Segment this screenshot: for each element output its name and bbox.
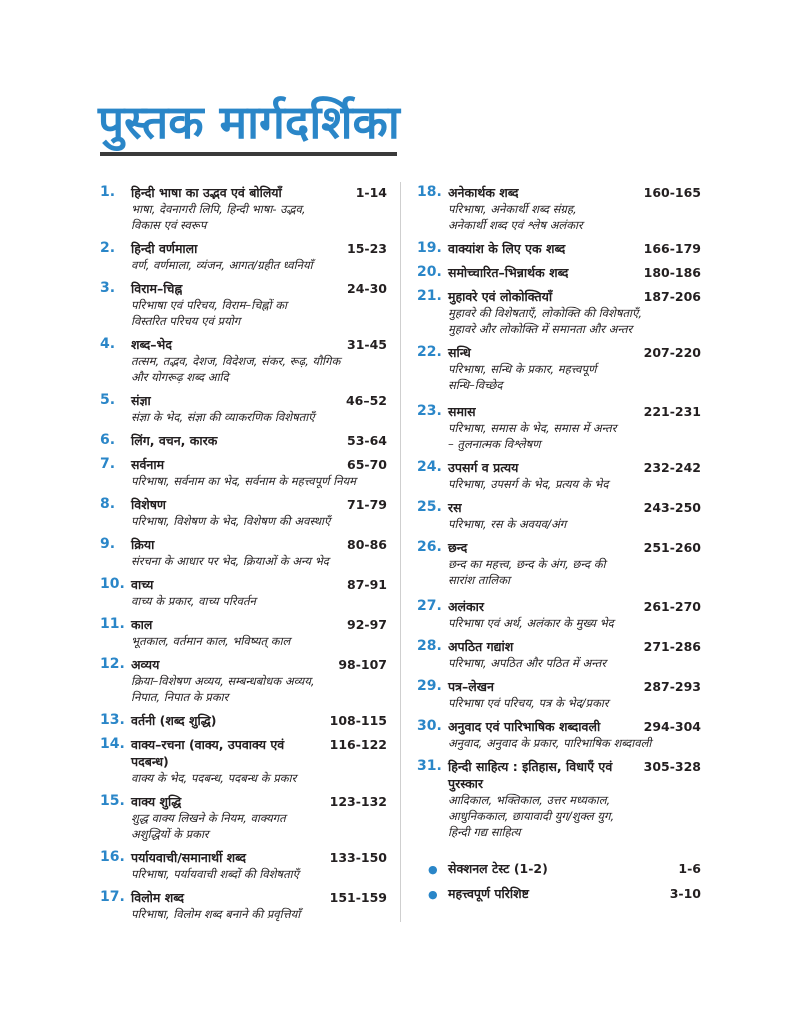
chapter-body: [131, 889, 387, 922]
toc-entry: [417, 758, 701, 840]
appendix-pages: 3-10: [669, 886, 701, 901]
chapter-heading: [448, 288, 701, 305]
appendix-label: [428, 885, 529, 902]
chapter-topics-line: और योगरूढ़ शब्द आदि: [131, 370, 229, 384]
chapter-heading: [131, 392, 387, 409]
chapter-body: [131, 456, 387, 489]
chapter-pages: 108-115: [329, 713, 387, 728]
chapter-topics-line: आधुनिककाल, छायावादी युग/शुक्ल युग,: [448, 809, 615, 823]
chapter-title: समोच्चारित–भिन्नार्थक शब्द: [448, 265, 569, 280]
chapter-heading: [131, 536, 387, 553]
chapter-number: 26.: [417, 539, 442, 555]
chapter-number: 3.: [100, 280, 116, 296]
chapter-pages: 207-220: [643, 345, 701, 360]
chapter-title: वाक्य–रचना (वाक्य, उपवाक्य एवं पदबन्ध): [131, 737, 285, 769]
chapter-number: 1.: [100, 184, 116, 200]
chapter-number: 15.: [100, 793, 125, 809]
chapter-topics-line: शुद्ध वाक्य लिखने के नियम, वाक्यगत: [131, 811, 286, 825]
chapter-topics-line: अनुवाद, अनुवाद के प्रकार, पारिभाषिक शब्दावली: [448, 736, 652, 750]
chapter-heading: [448, 678, 701, 695]
chapter-title: छन्द: [448, 540, 468, 555]
chapter-number: 17.: [100, 889, 125, 905]
chapter-heading: [448, 758, 701, 792]
chapter-title: पत्र–लेखन: [448, 679, 494, 694]
bullet-icon: ●: [428, 888, 438, 901]
chapter-body: [448, 539, 701, 588]
chapter-pages: 151-159: [329, 890, 387, 905]
appendix-list: [417, 860, 701, 902]
toc-entry: [100, 280, 387, 329]
chapter-body: [448, 718, 701, 751]
chapter-body: [448, 184, 701, 233]
chapter-title: हिन्दी भाषा का उद्भव एवं बोलियाँ: [131, 185, 282, 200]
toc-entry: [100, 184, 387, 233]
chapter-topics-line: आदिकाल, भक्तिकाल, उत्तर मध्यकाल,: [448, 793, 611, 807]
toc-entry: [417, 539, 701, 588]
chapter-topics-line: – तुलनात्मक विश्लेषण: [448, 437, 541, 451]
toc-entry: [417, 288, 701, 337]
chapter-pages: 166-179: [643, 241, 701, 256]
chapter-pages: 160-165: [643, 185, 701, 200]
chapter-pages: 294-304: [643, 719, 701, 734]
chapter-body: [448, 678, 701, 711]
appendix-label: [428, 860, 548, 877]
chapter-body: [131, 576, 387, 609]
chapter-heading: [131, 184, 387, 201]
chapter-title: क्रिया: [131, 537, 155, 552]
chapter-body: [131, 392, 387, 425]
chapter-heading: [131, 576, 387, 593]
chapter-number: 8.: [100, 496, 116, 512]
toc-entry: [417, 598, 701, 631]
chapter-title: रस: [448, 500, 462, 515]
chapter-topics-line: परिभाषा, विशेषण के भेद, विशेषण की अवस्थाएँ: [131, 514, 331, 528]
chapter-heading: [131, 456, 387, 473]
toc-entry: [417, 718, 701, 751]
chapter-topics-line: परिभाषा, उपसर्ग के भेद, प्रत्यय के भेद: [448, 477, 609, 491]
chapter-body: [131, 849, 387, 882]
chapter-number: 11.: [100, 616, 125, 632]
chapter-number: 30.: [417, 718, 442, 734]
chapter-number: 23.: [417, 403, 442, 419]
chapter-pages: 232-242: [643, 460, 701, 475]
page-title: पुस्तक मार्गदर्शिका: [98, 95, 400, 149]
toc-entry: [100, 496, 387, 529]
chapter-number: 18.: [417, 184, 442, 200]
chapter-topics-line: परिभाषा, विलोम शब्द बनाने की प्रवृत्तियाँ: [131, 907, 301, 921]
chapter-pages: 46–52: [345, 393, 387, 408]
chapter-body: [448, 638, 701, 671]
chapter-number: 5.: [100, 392, 116, 408]
chapter-topics-line: सारांश तालिका: [448, 573, 511, 587]
chapter-topics-line: परिभाषा, पर्यायवाची शब्दों की विशेषताएँ: [131, 867, 299, 881]
chapter-topics-line: परिभाषा, अपठित और पठित में अन्तर: [448, 656, 607, 670]
toc-entry: [100, 576, 387, 609]
chapter-topics-line: संरचना के आधार पर भेद, क्रियाओं के अन्य भेद: [131, 554, 329, 568]
toc-entry: [417, 240, 701, 257]
chapter-number: 9.: [100, 536, 116, 552]
chapter-number: 12.: [100, 656, 125, 672]
chapter-heading: [448, 499, 701, 516]
appendix-pages: 1-6: [678, 861, 701, 876]
chapter-title: लिंग, वचन, कारक: [131, 433, 218, 448]
chapter-heading: [448, 539, 701, 556]
chapter-title: पर्यायवाची/समानार्थी शब्द: [131, 850, 246, 865]
chapter-number: 2.: [100, 240, 116, 256]
toc-entry: [100, 889, 387, 922]
chapter-body: [448, 288, 701, 337]
chapter-title: सर्वनाम: [131, 457, 165, 472]
chapter-pages: 287-293: [643, 679, 701, 694]
toc-entry: [417, 459, 701, 492]
toc-entry: [100, 656, 387, 705]
toc-entry: [100, 712, 387, 729]
chapter-pages: 24-30: [347, 281, 387, 296]
chapter-title: अनुवाद एवं पारिभाषिक शब्दावली: [448, 719, 601, 734]
chapter-number: 6.: [100, 432, 116, 448]
chapter-heading: [131, 736, 387, 770]
chapter-pages: 80-86: [347, 537, 387, 552]
chapter-title: अपठित गद्यांश: [448, 639, 514, 654]
chapter-pages: 221-231: [643, 404, 701, 419]
chapter-title: विशेषण: [131, 497, 166, 512]
chapter-title: हिन्दी साहित्य : इतिहास, विधाएँ एवं पुरस्कार: [448, 759, 613, 791]
chapter-heading: [448, 184, 701, 201]
toc-entry: [417, 264, 701, 281]
chapter-pages: 180-186: [643, 265, 701, 280]
chapter-number: 19.: [417, 240, 442, 256]
chapter-pages: 87-91: [347, 577, 387, 592]
chapter-body: [131, 793, 387, 842]
toc-entry: [417, 638, 701, 671]
toc-entry: [100, 336, 387, 385]
chapter-body: [131, 240, 387, 273]
bullet-icon: ●: [428, 863, 438, 876]
chapter-title: अलंकार: [448, 599, 484, 614]
toc-entry: [417, 403, 701, 452]
chapter-heading: [448, 264, 701, 281]
appendix-title: महत्त्वपूर्ण परिशिष्ट: [448, 886, 529, 901]
chapter-pages: 271-286: [643, 639, 701, 654]
toc-entry: [417, 678, 701, 711]
column-divider: [400, 182, 401, 922]
chapter-pages: 261-270: [643, 599, 701, 614]
chapter-heading: [131, 336, 387, 353]
toc-entry: [417, 499, 701, 532]
chapter-topics-line: मुहावरे की विशेषताएँ, लोकोक्ति की विशेषताएँ,: [448, 306, 643, 320]
chapter-heading: [131, 849, 387, 866]
chapter-title: समास: [448, 404, 476, 419]
toc-entry: [100, 536, 387, 569]
chapter-pages: 53-64: [347, 433, 387, 448]
chapter-number: 20.: [417, 264, 442, 280]
chapter-body: [448, 344, 701, 393]
chapter-body: [448, 598, 701, 631]
chapter-heading: [448, 403, 701, 420]
chapter-number: 22.: [417, 344, 442, 360]
toc-entry: [100, 849, 387, 882]
chapter-topics-line: परिभाषा, समास के भेद, समास में अन्तर: [448, 421, 617, 435]
chapter-number: 31.: [417, 758, 442, 774]
chapter-heading: [131, 793, 387, 810]
chapter-body: [131, 656, 387, 705]
chapter-pages: 305-328: [643, 759, 701, 774]
chapter-number: 7.: [100, 456, 116, 472]
chapter-topics-line: छन्द का महत्त्व, छन्द के अंग, छन्द की: [448, 557, 606, 571]
chapter-title: काल: [131, 617, 153, 632]
chapter-pages: 116-122: [329, 737, 387, 752]
chapter-topics-line: परिभाषा एवं परिचय, पत्र के भेद/प्रकार: [448, 696, 609, 710]
chapter-title: वर्तनी (शब्द शुद्धि): [131, 713, 217, 728]
chapter-heading: [448, 344, 701, 361]
chapter-body: [448, 264, 701, 281]
chapter-topics-line: परिभाषा, सन्धि के प्रकार, महत्त्वपूर्ण: [448, 362, 597, 376]
chapter-heading: [131, 656, 387, 673]
chapter-topics-line: तत्सम, तद्भव, देशज, विदेशज, संकर, रूढ़, यौगिक: [131, 354, 341, 368]
chapter-heading: [448, 240, 701, 257]
chapter-topics-line: परिभाषा, अनेकार्थी शब्द संग्रह,: [448, 202, 577, 216]
chapter-title: शब्द–भेद: [131, 337, 172, 352]
chapter-heading: [131, 280, 387, 297]
appendix-title: सेक्शनल टेस्ट (1-2): [448, 861, 548, 876]
chapter-body: [448, 459, 701, 492]
chapter-title: वाच्य: [131, 577, 154, 592]
chapter-pages: 15-23: [347, 241, 387, 256]
chapter-heading: [131, 496, 387, 513]
chapter-topics-line: वर्ण, वर्णमाला, व्यंजन, आगत/ग्रहीत ध्वनियाँ: [131, 258, 313, 272]
chapter-topics-line: भाषा, देवनागरी लिपि, हिन्दी भाषा- उद्भव,: [131, 202, 306, 216]
chapter-body: [448, 403, 701, 452]
chapter-topics-line: परिभाषा, सर्वनाम का भेद, सर्वनाम के महत्त्वपूर्ण नियम: [131, 474, 357, 488]
chapter-number: 29.: [417, 678, 442, 694]
chapter-number: 10.: [100, 576, 125, 592]
chapter-pages: 65-70: [347, 457, 387, 472]
chapter-topics-line: निपात, निपात के प्रकार: [131, 690, 229, 704]
chapter-heading: [131, 712, 387, 729]
chapter-pages: 98-107: [338, 657, 387, 672]
chapter-pages: 92-97: [347, 617, 387, 632]
chapter-topics-line: वाच्य के प्रकार, वाच्य परिवर्तन: [131, 594, 256, 608]
chapter-topics-line: परिभाषा, रस के अवयव/अंग: [448, 517, 567, 531]
chapter-pages: 31-45: [347, 337, 387, 352]
chapter-title: अव्यय: [131, 657, 160, 672]
chapter-body: [131, 432, 387, 449]
chapter-topics-line: परिभाषा एवं परिचय, विराम–चिह्नों का: [131, 298, 288, 312]
chapter-topics-line: विकास एवं स्वरूप: [131, 218, 207, 232]
chapter-body: [448, 758, 701, 840]
chapter-number: 13.: [100, 712, 125, 728]
toc-entry: [100, 616, 387, 649]
chapter-heading: [131, 240, 387, 257]
chapter-title: मुहावरे एवं लोकोक्तियाँ: [448, 289, 553, 304]
chapter-title: विराम–चिह्न: [131, 281, 183, 296]
chapter-number: 28.: [417, 638, 442, 654]
chapter-heading: [448, 459, 701, 476]
chapter-topics-line: परिभाषा एवं अर्थ, अलंकार के मुख्य भेद: [448, 616, 614, 630]
chapter-heading: [131, 889, 387, 906]
chapter-topics-line: भूतकाल, वर्तमान काल, भविष्यत् काल: [131, 634, 291, 648]
chapter-pages: 123-132: [329, 794, 387, 809]
chapter-heading: [131, 432, 387, 449]
toc-entry: [100, 793, 387, 842]
chapter-body: [131, 536, 387, 569]
chapter-heading: [448, 638, 701, 655]
toc-entry: [417, 344, 701, 393]
chapter-body: [131, 184, 387, 233]
chapter-number: 24.: [417, 459, 442, 475]
chapter-number: 21.: [417, 288, 442, 304]
chapter-body: [131, 616, 387, 649]
chapter-topics-line: सन्धि–विच्छेद: [448, 378, 503, 392]
chapter-title: संज्ञा: [131, 393, 151, 408]
toc-entry: [100, 240, 387, 273]
chapter-body: [131, 280, 387, 329]
chapter-pages: 133-150: [329, 850, 387, 865]
chapter-title: अनेकार्थक शब्द: [448, 185, 519, 200]
chapter-body: [448, 240, 701, 257]
chapter-pages: 71-79: [347, 497, 387, 512]
chapter-topics-line: क्रिया–विशेषण अव्यय, सम्बन्धबोधक अव्यय,: [131, 674, 315, 688]
toc-entry: [100, 736, 387, 786]
chapter-title: वाक्यांश के लिए एक शब्द: [448, 241, 566, 256]
chapter-title: उपसर्ग व प्रत्यय: [448, 460, 519, 475]
chapter-pages: 1-14: [355, 185, 387, 200]
appendix-item: [417, 885, 701, 902]
chapter-body: [131, 496, 387, 529]
chapter-pages: 243-250: [643, 500, 701, 515]
chapter-heading: [448, 598, 701, 615]
toc-left-column: [100, 184, 387, 922]
title-underline: [100, 152, 397, 156]
chapter-number: 14.: [100, 736, 125, 752]
chapter-title: विलोम शब्द: [131, 890, 185, 905]
chapter-title: हिन्दी वर्णमाला: [131, 241, 198, 256]
chapter-body: [131, 712, 387, 729]
chapter-pages: 187-206: [643, 289, 701, 304]
chapter-topics-line: हिन्दी गद्य साहित्य: [448, 825, 521, 839]
chapter-number: 4.: [100, 336, 116, 352]
chapter-topics-line: अनेकार्थी शब्द एवं श्लेष अलंकार: [448, 218, 583, 232]
toc-entry: [100, 456, 387, 489]
chapter-topics-line: वाक्य के भेद, पदबन्ध, पदबन्ध के प्रकार: [131, 771, 297, 785]
chapter-topics-line: विस्तरित परिचय एवं प्रयोग: [131, 314, 241, 328]
chapter-number: 27.: [417, 598, 442, 614]
chapter-number: 25.: [417, 499, 442, 515]
chapter-heading: [131, 616, 387, 633]
chapter-body: [448, 499, 701, 532]
toc-right-column: [417, 184, 701, 910]
chapter-body: [131, 736, 387, 786]
toc-entry: [100, 432, 387, 449]
chapter-topics-line: संज्ञा के भेद, संज्ञा की व्याकरणिक विशेषताएँ: [131, 410, 315, 424]
toc-entry: [100, 392, 387, 425]
chapter-body: [131, 336, 387, 385]
chapter-number: 16.: [100, 849, 125, 865]
chapter-pages: 251-260: [643, 540, 701, 555]
appendix-item: [417, 860, 701, 877]
chapter-topics-line: अशुद्धियों के प्रकार: [131, 827, 209, 841]
chapter-topics-line: मुहावरे और लोकोक्ति में समानता और अन्तर: [448, 322, 633, 336]
toc-entry: [417, 184, 701, 233]
chapter-title: सन्धि: [448, 345, 471, 360]
chapter-title: वाक्य शुद्धि: [131, 794, 182, 809]
chapter-heading: [448, 718, 701, 735]
